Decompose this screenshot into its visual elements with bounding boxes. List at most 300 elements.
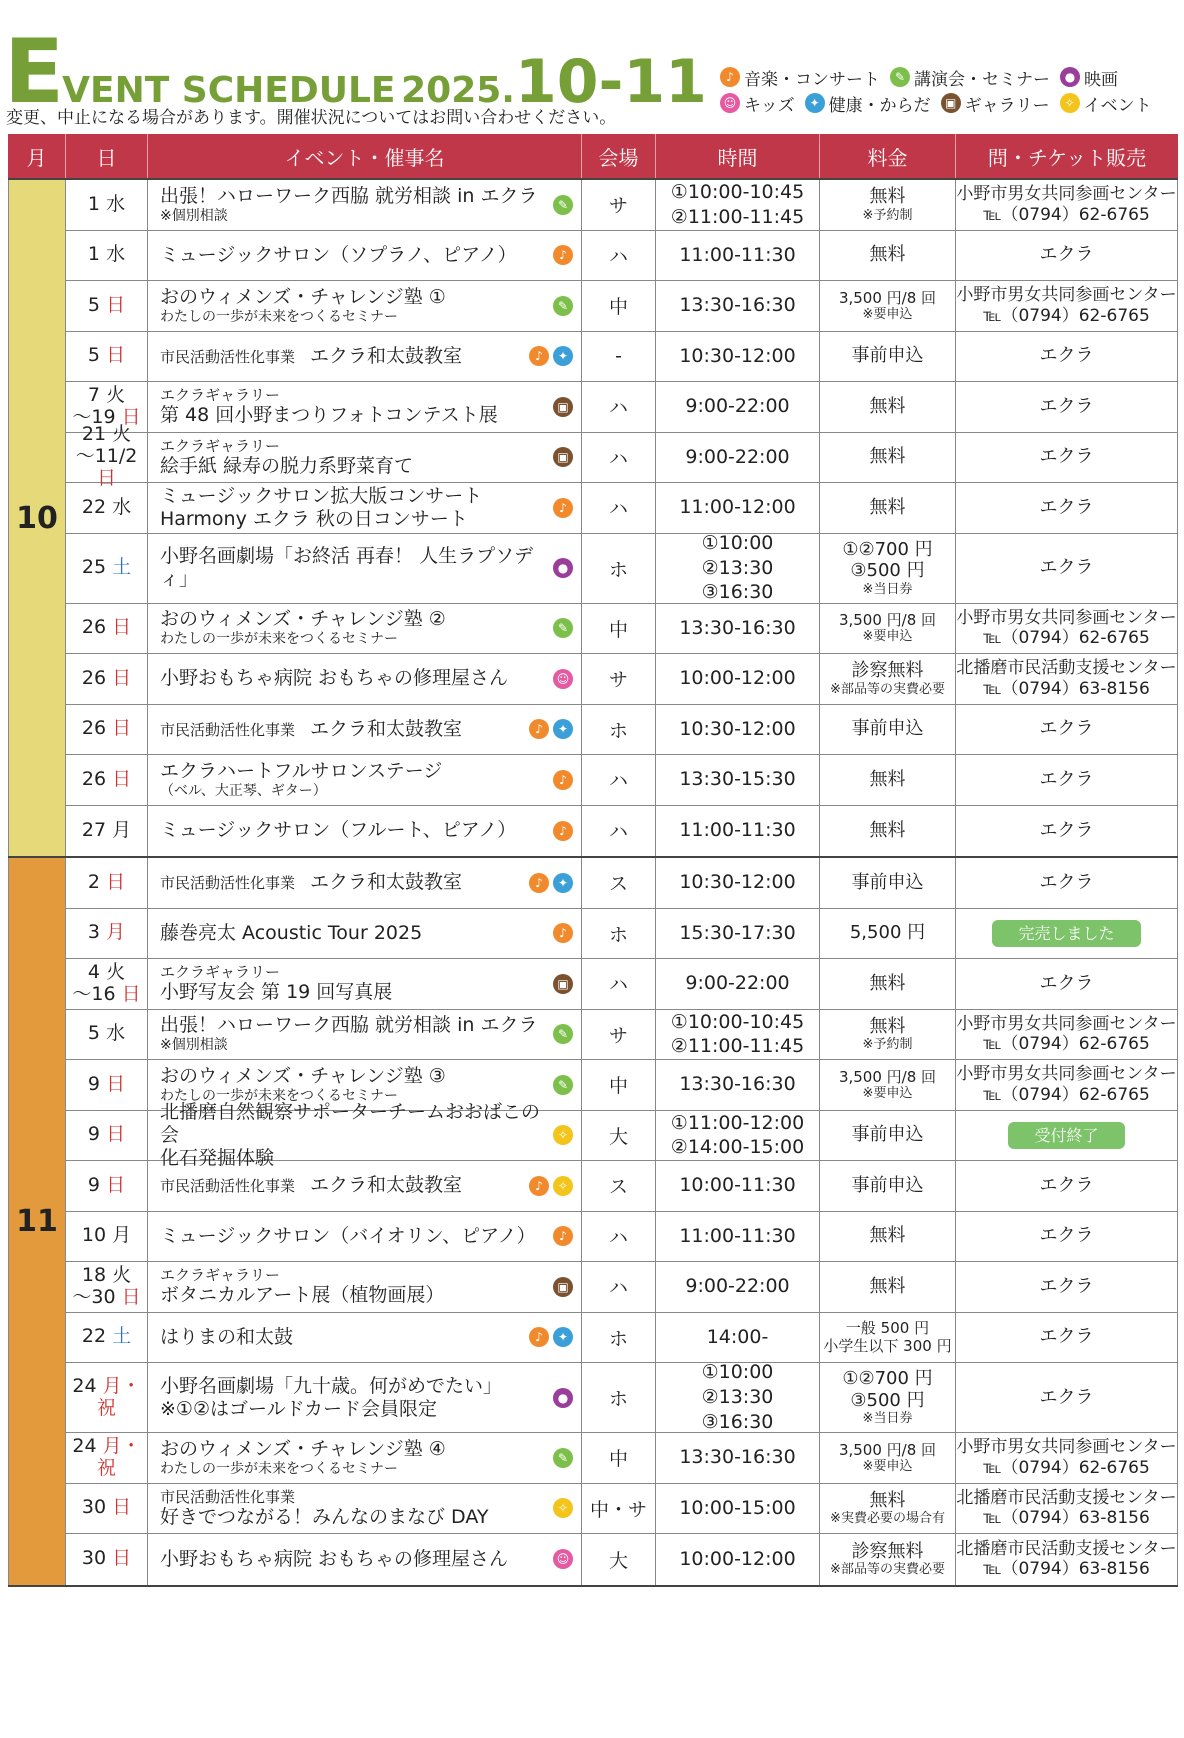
- fee-note: ※要申込: [862, 629, 913, 645]
- event-icons: [553, 1226, 573, 1246]
- time-line: 11:00-11:30: [679, 819, 796, 842]
- event-icons: [553, 1277, 573, 1297]
- event-icons: [553, 1549, 573, 1569]
- contact-line: エクラ: [1039, 1326, 1094, 1348]
- contact-line: ℡（0794）62-6765: [983, 204, 1150, 225]
- time-line: ③16:30: [701, 1410, 774, 1433]
- table-row: [66, 806, 1178, 857]
- music-icon: ♪: [529, 873, 549, 893]
- contact-line: 小野市男女共同参画センター: [956, 1064, 1177, 1085]
- day-line: [82, 1265, 131, 1287]
- contact-cell: [956, 858, 1178, 908]
- event-name: ミュージックサロン拡大版コンサート: [160, 484, 483, 507]
- day-part: 月: [112, 818, 132, 841]
- event-cell: [148, 231, 582, 281]
- event-note: わたしの一歩が未来をつくるセミナー: [160, 308, 398, 325]
- time-line: 14:00-: [706, 1325, 769, 1348]
- fee-line: ③500 円: [850, 1389, 925, 1411]
- contact-line: エクラ: [1039, 557, 1094, 579]
- movie-icon: ●: [553, 558, 573, 578]
- month-label: 10: [8, 180, 66, 856]
- contact-cell: [956, 1111, 1178, 1161]
- day-line: [66, 1436, 147, 1480]
- fee-line: 3,500 円/8 回: [838, 1067, 937, 1086]
- event-text: [160, 1266, 444, 1307]
- event-name: おのウィメンズ・チャレンジ塾 ③: [160, 1064, 446, 1087]
- event-icons: [553, 821, 573, 841]
- day-part: 日: [112, 1547, 132, 1570]
- contact-cell: [956, 806, 1178, 857]
- event-name: ミュージックサロン（バイオリン、ピアノ）: [160, 1224, 536, 1247]
- day-cell: [66, 1161, 148, 1211]
- fee-line: 3,500 円/8 回: [838, 1440, 937, 1459]
- day-cell: [66, 1060, 148, 1110]
- music-icon: ♪: [529, 719, 549, 739]
- table-row: [66, 959, 1178, 1010]
- day-part: 9: [87, 1072, 107, 1095]
- day-cell: [66, 1010, 148, 1060]
- day-cell: [66, 1534, 148, 1585]
- day-cell: [66, 1212, 148, 1262]
- event-cell: [148, 858, 582, 908]
- fee-cell: [820, 231, 956, 281]
- time-cell: [656, 959, 820, 1009]
- music-icon: ♪: [720, 67, 740, 87]
- event-note: （ベル、大正琴、ギター）: [160, 782, 327, 799]
- day-cell: [66, 1363, 148, 1432]
- table-row: [66, 1262, 1178, 1313]
- venue-cell: ハ: [582, 382, 656, 432]
- event-name: 好きでつながる！みんなのまなび DAY: [160, 1505, 489, 1528]
- day-line: [82, 497, 131, 519]
- contact-line: 北播磨市民活動支援センター: [956, 658, 1177, 679]
- day-part: 7: [87, 383, 107, 406]
- time-cell: [656, 909, 820, 959]
- venue-cell: ハ: [582, 755, 656, 805]
- event-note: ※個別相談: [160, 1037, 228, 1054]
- event-cell: [148, 180, 582, 230]
- day-cell: [66, 1484, 148, 1534]
- fee-cell: [820, 534, 956, 603]
- fee-line: 一般 500 円: [845, 1319, 930, 1338]
- contact-cell: [956, 433, 1178, 483]
- day-line: [88, 345, 125, 367]
- legend-item: [941, 91, 1050, 116]
- day-line: [88, 244, 125, 266]
- day-part: 26: [81, 666, 113, 689]
- event-text: [160, 545, 547, 591]
- legend-row: [720, 64, 1162, 90]
- event-cell: [148, 1484, 582, 1534]
- day-part: ～30: [72, 1285, 122, 1308]
- event-text: [160, 1326, 293, 1349]
- time-line: ②13:30: [701, 1386, 774, 1409]
- day-part: 日: [112, 616, 132, 639]
- contact-cell: [956, 1161, 1178, 1211]
- time-line: 13:30-15:30: [679, 768, 796, 791]
- day-line: [82, 1548, 131, 1570]
- table-row: [66, 483, 1178, 534]
- event-icons: [553, 1075, 573, 1095]
- fee-line: ①②700 円: [842, 538, 933, 560]
- day-part: 2: [87, 870, 107, 893]
- event-text: [160, 871, 462, 894]
- fee-line: 無料: [869, 1275, 906, 1297]
- col-venue: 会場: [582, 134, 656, 178]
- contact-cell: [956, 755, 1178, 805]
- event-subtitle: 化石発掘体験: [160, 1146, 275, 1169]
- fee-note: ※予約制: [862, 207, 913, 223]
- day-line: [82, 617, 131, 639]
- legend-item: [720, 91, 795, 116]
- lecture-icon: ✎: [553, 618, 573, 638]
- fee-line: 3,500 円/8 回: [838, 611, 937, 630]
- fee-note: ※部品等の実費必要: [830, 681, 945, 697]
- table-row: [66, 382, 1178, 433]
- day-cell: [66, 755, 148, 805]
- day-line: [66, 1376, 147, 1420]
- time-line: 9:00-22:00: [685, 445, 790, 468]
- event-text: [160, 963, 392, 1004]
- time-line: ②11:00-11:45: [670, 205, 805, 228]
- event-icons: [553, 296, 573, 316]
- contact-cell: [956, 604, 1178, 654]
- day-part: 日: [121, 405, 141, 428]
- event-icons: [553, 1024, 573, 1044]
- day-cell: [66, 281, 148, 331]
- fee-cell: [820, 1111, 956, 1161]
- contact-cell: [956, 1363, 1178, 1432]
- status-badge: 受付終了: [1008, 1122, 1124, 1149]
- contact-cell: [956, 1313, 1178, 1363]
- month-rows: [66, 858, 1178, 1585]
- fee-note: ※当日券: [862, 1411, 913, 1427]
- event-text: [160, 1101, 547, 1169]
- time-cell: [656, 281, 820, 331]
- time-line: ①10:00-10:45: [670, 1010, 805, 1033]
- event-cell: [148, 534, 582, 603]
- day-line: [82, 769, 131, 791]
- venue-cell: ス: [582, 1161, 656, 1211]
- fee-cell: [820, 1161, 956, 1211]
- table-row: [66, 281, 1178, 332]
- status-badge: 完売しました: [992, 920, 1140, 947]
- contact-line: 小野市男女共同参画センター: [956, 1437, 1177, 1458]
- contact-line: エクラ: [1039, 768, 1094, 790]
- fee-cell: [820, 909, 956, 959]
- day-cell: [66, 959, 148, 1009]
- month-label: 11: [8, 858, 66, 1585]
- event-icons: [553, 447, 573, 467]
- event-text: [160, 185, 537, 225]
- contact-line: ℡（0794）63-8156: [983, 1559, 1150, 1580]
- day-cell: [66, 604, 148, 654]
- event-prefix: 市民活動活性化事業: [160, 874, 311, 893]
- lecture-icon: ✎: [890, 67, 910, 87]
- event-icons: [553, 1388, 573, 1408]
- day-part: 月: [106, 921, 126, 944]
- event-name: 小野おもちゃ病院 おもちゃの修理屋さん: [160, 1547, 509, 1570]
- time-cell: [656, 1060, 820, 1110]
- contact-cell: [956, 1060, 1178, 1110]
- venue-cell: ホ: [582, 705, 656, 755]
- event-icon: ✧: [553, 1176, 573, 1196]
- day-cell: [66, 705, 148, 755]
- fee-line: 無料: [869, 1015, 906, 1037]
- day-cell: [66, 1111, 148, 1161]
- contact-line: 小野市男女共同参画センター: [956, 285, 1177, 306]
- event-icons: [553, 618, 573, 638]
- fee-note: ※要申込: [862, 1085, 913, 1101]
- day-cell: [66, 423, 148, 490]
- event-name: ミュージックサロン（ソプラノ、ピアノ）: [160, 243, 517, 266]
- col-day: 日: [66, 134, 148, 178]
- table-row: [66, 332, 1178, 383]
- day-line: [88, 962, 125, 984]
- event-name: 小野名画劇場「お終活 再春！ 人生ラプソディ」: [160, 545, 534, 590]
- fee-line: 小学生以下 300 円: [823, 1337, 952, 1356]
- contact-cell: [956, 382, 1178, 432]
- day-part: 土: [112, 556, 132, 579]
- fee-cell: [820, 1010, 956, 1060]
- music-icon: ♪: [553, 821, 573, 841]
- contact-line: エクラ: [1039, 1386, 1094, 1408]
- event-icons: [529, 719, 573, 739]
- table-row: [66, 180, 1178, 231]
- day-part: 18: [81, 1263, 113, 1286]
- event-prefix: エクラギャラリー: [160, 436, 281, 455]
- fee-line: 無料: [869, 972, 906, 994]
- event-icons: [553, 974, 573, 994]
- event-name: 出張！ハローワーク西脇 就労相談 in エクラ: [160, 184, 538, 207]
- contact-line: エクラ: [1039, 972, 1094, 994]
- fee-line: 無料: [869, 768, 906, 790]
- legend-label: 健康・からだ: [828, 95, 931, 116]
- col-event: イベント・催事名: [148, 134, 582, 178]
- music-icon: ♪: [553, 1226, 573, 1246]
- contact-line: エクラ: [1039, 345, 1094, 367]
- contact-line: エクラ: [1039, 244, 1094, 266]
- day-part: 21: [81, 423, 113, 446]
- time-line: 10:30-12:00: [679, 717, 796, 740]
- day-line: [82, 820, 131, 842]
- fee-cell: [820, 1433, 956, 1483]
- event-text: [160, 244, 517, 267]
- venue-cell: 中: [582, 281, 656, 331]
- contact-line: ℡（0794）63-8156: [983, 1508, 1150, 1529]
- fee-line: ③500 円: [850, 560, 925, 582]
- music-icon: ♪: [553, 923, 573, 943]
- event-icons: [553, 770, 573, 790]
- title-range: 10-11: [514, 47, 707, 117]
- table-row: [66, 231, 1178, 282]
- event-name: エクラ和太鼓教室: [310, 344, 463, 367]
- title-year: 2025.: [401, 70, 515, 111]
- event-icons: [553, 1498, 573, 1518]
- fee-line: 診察無料: [851, 660, 924, 682]
- event-note: わたしの一歩が未来をつくるセミナー: [160, 1087, 398, 1104]
- event-name: おのウィメンズ・チャレンジ塾 ①: [160, 285, 446, 308]
- event-cell: [148, 1161, 582, 1211]
- music-icon: ♪: [529, 1327, 549, 1347]
- time-line: 10:00-11:30: [679, 1174, 796, 1197]
- month-rows: [66, 180, 1178, 856]
- day-part: 4: [87, 960, 107, 983]
- fee-cell: [820, 705, 956, 755]
- event-text: [160, 819, 516, 842]
- fee-cell: [820, 654, 956, 704]
- table-row: [66, 1363, 1178, 1433]
- day-part: 27: [81, 818, 113, 841]
- lecture-icon: ✎: [553, 1075, 573, 1095]
- legend-item: [805, 91, 931, 116]
- venue-cell: ホ: [582, 909, 656, 959]
- fee-line: 無料: [869, 496, 906, 518]
- event-icons: [553, 498, 573, 518]
- venue-cell: ホ: [582, 534, 656, 603]
- event-prefix: エクラギャラリー: [160, 963, 281, 982]
- event-text: [160, 1065, 446, 1105]
- contact-line: 小野市男女共同参画センター: [956, 184, 1177, 205]
- contact-cell: [956, 959, 1178, 1009]
- time-line: ①11:00-12:00: [670, 1111, 805, 1134]
- day-part: 日: [112, 1496, 132, 1519]
- day-part: 日: [106, 1072, 126, 1095]
- day-cell: [66, 1313, 148, 1363]
- day-line: [72, 1287, 140, 1309]
- contact-cell: [956, 1484, 1178, 1534]
- event-text: [160, 760, 442, 800]
- table-row: [66, 1433, 1178, 1484]
- music-icon: ♪: [553, 498, 573, 518]
- music-icon: ♪: [529, 1176, 549, 1196]
- time-line: 11:00-11:30: [679, 243, 796, 266]
- day-part: 30: [81, 1547, 113, 1570]
- time-line: 9:00-22:00: [685, 972, 790, 995]
- fee-cell: [820, 858, 956, 908]
- table-row: [66, 531, 1178, 604]
- day-part: 水: [106, 243, 126, 266]
- day-part: 日: [121, 1285, 141, 1308]
- event-cell: [148, 1262, 582, 1312]
- legend-label: 講演会・セミナー: [914, 69, 1050, 90]
- day-part: 30: [81, 1496, 113, 1519]
- title-initial: E: [4, 20, 63, 123]
- fee-cell: [820, 959, 956, 1009]
- event-name: おのウィメンズ・チャレンジ塾 ②: [160, 608, 446, 631]
- day-part: 水: [106, 192, 126, 215]
- day-part: 24: [72, 1434, 103, 1457]
- venue-cell: 中: [582, 1433, 656, 1483]
- time-line: ①10:00: [701, 1361, 774, 1384]
- legend-item: [1060, 65, 1118, 90]
- venue-cell: サ: [582, 654, 656, 704]
- time-line: ②14:00-15:00: [670, 1136, 805, 1159]
- event-prefix: 市民活動活性化事業: [160, 347, 311, 366]
- day-part: 火: [112, 1263, 132, 1286]
- event-name: 出張！ハローワーク西脇 就労相談 in エクラ: [160, 1014, 538, 1037]
- contact-cell: [956, 654, 1178, 704]
- event-name: 小野おもちゃ病院 おもちゃの修理屋さん: [160, 667, 509, 690]
- fee-note: ※当日券: [862, 581, 913, 597]
- contact-line: エクラ: [1039, 496, 1094, 518]
- time-line: ②11:00-11:45: [670, 1035, 805, 1058]
- lecture-icon: ✎: [553, 1024, 573, 1044]
- event-text: [160, 1488, 488, 1529]
- health-icon: ✦: [553, 1327, 573, 1347]
- time-cell: [656, 1262, 820, 1312]
- fee-cell: [820, 1534, 956, 1585]
- gallery-icon: ▣: [553, 974, 573, 994]
- day-part: 月: [112, 1224, 132, 1247]
- day-part: 3: [87, 921, 107, 944]
- contact-line: 北播磨市民活動支援センター: [956, 1538, 1177, 1559]
- time-cell: [656, 1010, 820, 1060]
- event-text: [160, 1225, 536, 1248]
- event-name: エクラ和太鼓教室: [310, 1174, 463, 1197]
- legend-label: キッズ: [744, 95, 795, 116]
- event-note: ※個別相談: [160, 207, 228, 224]
- health-icon: ✦: [553, 719, 573, 739]
- event-prefix: 市民活動活性化事業: [160, 1487, 296, 1506]
- time-line: 10:30-12:00: [679, 344, 796, 367]
- fee-cell: [820, 433, 956, 483]
- day-part: 水: [112, 495, 132, 518]
- time-cell: [656, 1433, 820, 1483]
- fee-line: 無料: [869, 819, 906, 841]
- time-cell: [656, 433, 820, 483]
- event-cell: [148, 332, 582, 382]
- gallery-icon: ▣: [941, 93, 961, 113]
- fee-cell: [820, 604, 956, 654]
- day-part: 5: [87, 293, 107, 316]
- event-text: [160, 1548, 508, 1571]
- event-text: [160, 1174, 462, 1197]
- event-cell: [148, 1534, 582, 1585]
- venue-cell: 中・サ: [582, 1484, 656, 1534]
- contact-line: エクラ: [1039, 819, 1094, 841]
- day-part: 日: [112, 666, 132, 689]
- time-cell: [656, 332, 820, 382]
- day-part: 日: [106, 344, 126, 367]
- event-name: ボタニカルアート展（植物画展）: [160, 1284, 445, 1307]
- fee-line: 無料: [869, 446, 906, 468]
- day-part: 1: [87, 243, 107, 266]
- event-prefix: 市民活動活性化事業: [160, 1177, 311, 1196]
- day-line: [88, 922, 125, 944]
- table-row: [66, 1484, 1178, 1535]
- day-cell: [66, 180, 148, 230]
- day-part: 日: [121, 982, 141, 1005]
- table-row: [66, 1161, 1178, 1212]
- music-icon: ♪: [553, 770, 573, 790]
- time-cell: [656, 1111, 820, 1161]
- time-line: 13:30-16:30: [679, 1446, 796, 1469]
- time-line: 10:00-15:00: [679, 1496, 796, 1519]
- fee-cell: [820, 483, 956, 533]
- fee-line: 無料: [869, 244, 906, 266]
- venue-cell: 中: [582, 1060, 656, 1110]
- day-part: 日: [106, 1173, 126, 1196]
- fee-line: 無料: [869, 395, 906, 417]
- contact-cell: [956, 180, 1178, 230]
- day-part: 9: [87, 1123, 107, 1146]
- time-line: 13:30-16:30: [679, 616, 796, 639]
- day-part: 月・祝: [96, 1434, 141, 1479]
- category-legend: [720, 64, 1162, 116]
- event-text: [160, 1014, 537, 1054]
- table-row: [66, 604, 1178, 655]
